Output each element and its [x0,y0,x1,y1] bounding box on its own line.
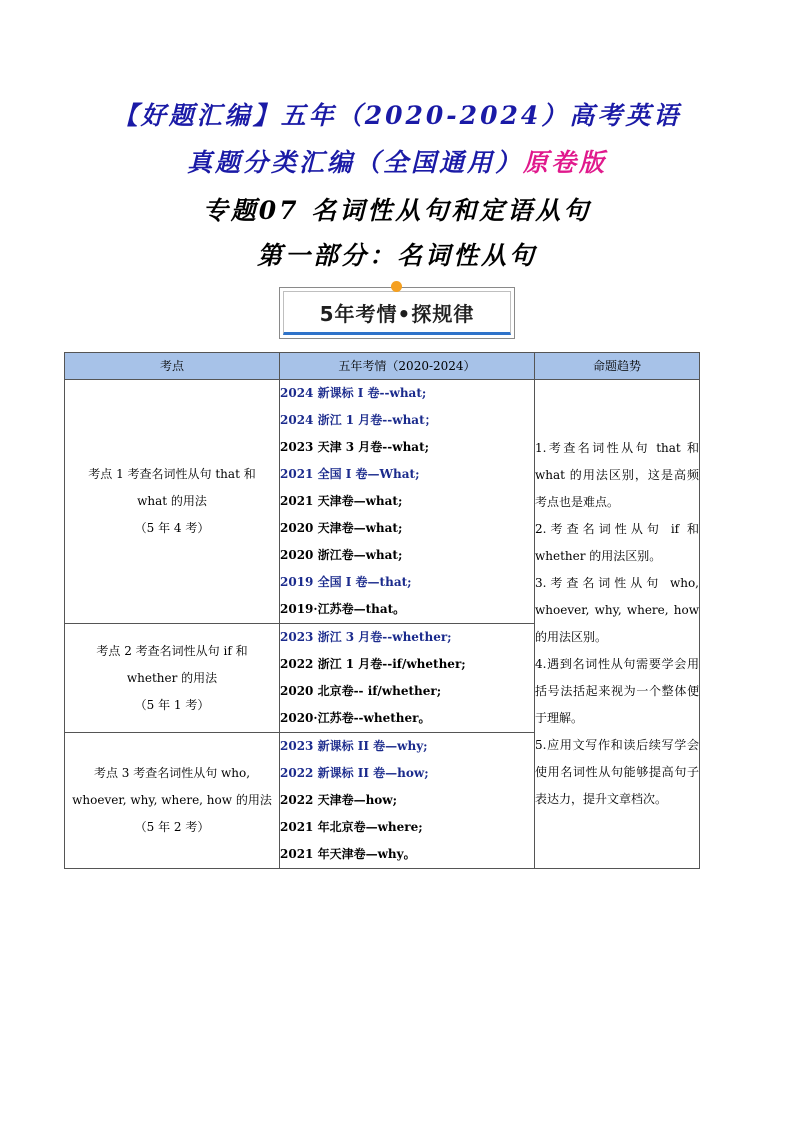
title-line-1: 【好题汇编】五年（2020-2024）高考英语 [112,101,682,130]
list-item: 2021 全国 I 卷—What; [280,467,420,481]
table-row [65,380,700,624]
section-badge [279,287,515,339]
point-cell [65,624,280,733]
point-count: （5 年 2 考） [134,820,210,834]
point-text: what 的用法 [137,494,207,508]
list-item: 2022 天津卷—how; [280,793,398,807]
list-item: 2020 北京卷-- if/whether; [280,684,442,698]
header-point: 考点 [65,353,280,380]
header-years: 五年考情（2020-2024） [280,353,535,380]
list-item: 2021 年北京卷—where; [280,820,423,834]
trend-item: 2.考查名词性从句 if 和 whether 的用法区别。 [535,522,699,563]
years-cell [280,380,535,624]
list-item: 2019·江苏卷—that。 [280,602,406,616]
trend-item: 1.考查名词性从句 that 和 what 的用法区别，这是高频考点也是难点。 [535,441,699,509]
point-count: （5 年 4 考） [134,521,210,535]
trend-item: 4.遇到名词性从句需要学会用括号法括起来视为一个整体便于理解。 [535,657,699,725]
trend-item: 5.应用文写作和读后续写学会使用名词性从句能够提高句子表达力，提升文章档次。 [535,738,699,806]
list-item: 2023 新课标 II 卷—why; [280,739,428,753]
table-header-row [65,353,700,380]
list-item: 2023 天津 3 月卷--what; [280,440,430,454]
list-item: 2020·江苏卷--whether。 [280,711,431,725]
exam-table [64,352,700,869]
title-edition: 原卷版 [523,148,608,177]
list-item: 2022 新课标 II 卷—how; [280,766,429,780]
list-item: 2023 浙江 3 月卷--whether; [280,630,452,644]
point-text: whether 的用法 [126,670,218,685]
point-count: （5 年 1 考） [134,697,210,712]
list-item: 2019 全国 I 卷—that; [280,575,412,589]
title-line-2-main: 真题分类汇编（全国通用） [186,148,523,177]
list-item: 2020 浙江卷—what; [280,548,403,562]
list-item: 2021 天津卷—what; [280,494,403,508]
point-cell [65,733,280,869]
point-text: 考点 3 考查名词性从句 who, [93,766,251,780]
years-cell [280,733,535,869]
title-line-2 [0,146,794,180]
list-item: 2022 浙江 1 月卷--if/whether; [280,657,466,671]
trend-cell [535,380,700,869]
topic-title: 专题07 名词性从句和定语从句 [202,196,592,225]
header-trend: 命题趋势 [535,353,700,380]
list-item: 2020 天津卷—what; [280,521,403,535]
badge-dot-icon [391,281,402,292]
list-item: 2024 浙江 1 月卷--what； [280,413,437,427]
point-text: whoever, why, where, how 的用法 [72,793,272,807]
trend-item: 3.考查名词性从句 who, whoever, why, where, how 的用法区别。 [535,576,699,644]
point-text: 考点 2 考查名词性从句 if 和 [96,643,248,658]
section-title: 第一部分：名词性从句 [256,241,537,270]
point-text: 考点 1 考查名词性从句 that 和 [88,467,256,481]
section-badge-label: 5年考情•探规律 [283,291,511,335]
list-item: 2024 新课标 I 卷--what; [280,386,427,400]
point-cell [65,380,280,624]
list-item: 2021 年天津卷—why。 [280,847,416,861]
years-cell [280,624,535,733]
